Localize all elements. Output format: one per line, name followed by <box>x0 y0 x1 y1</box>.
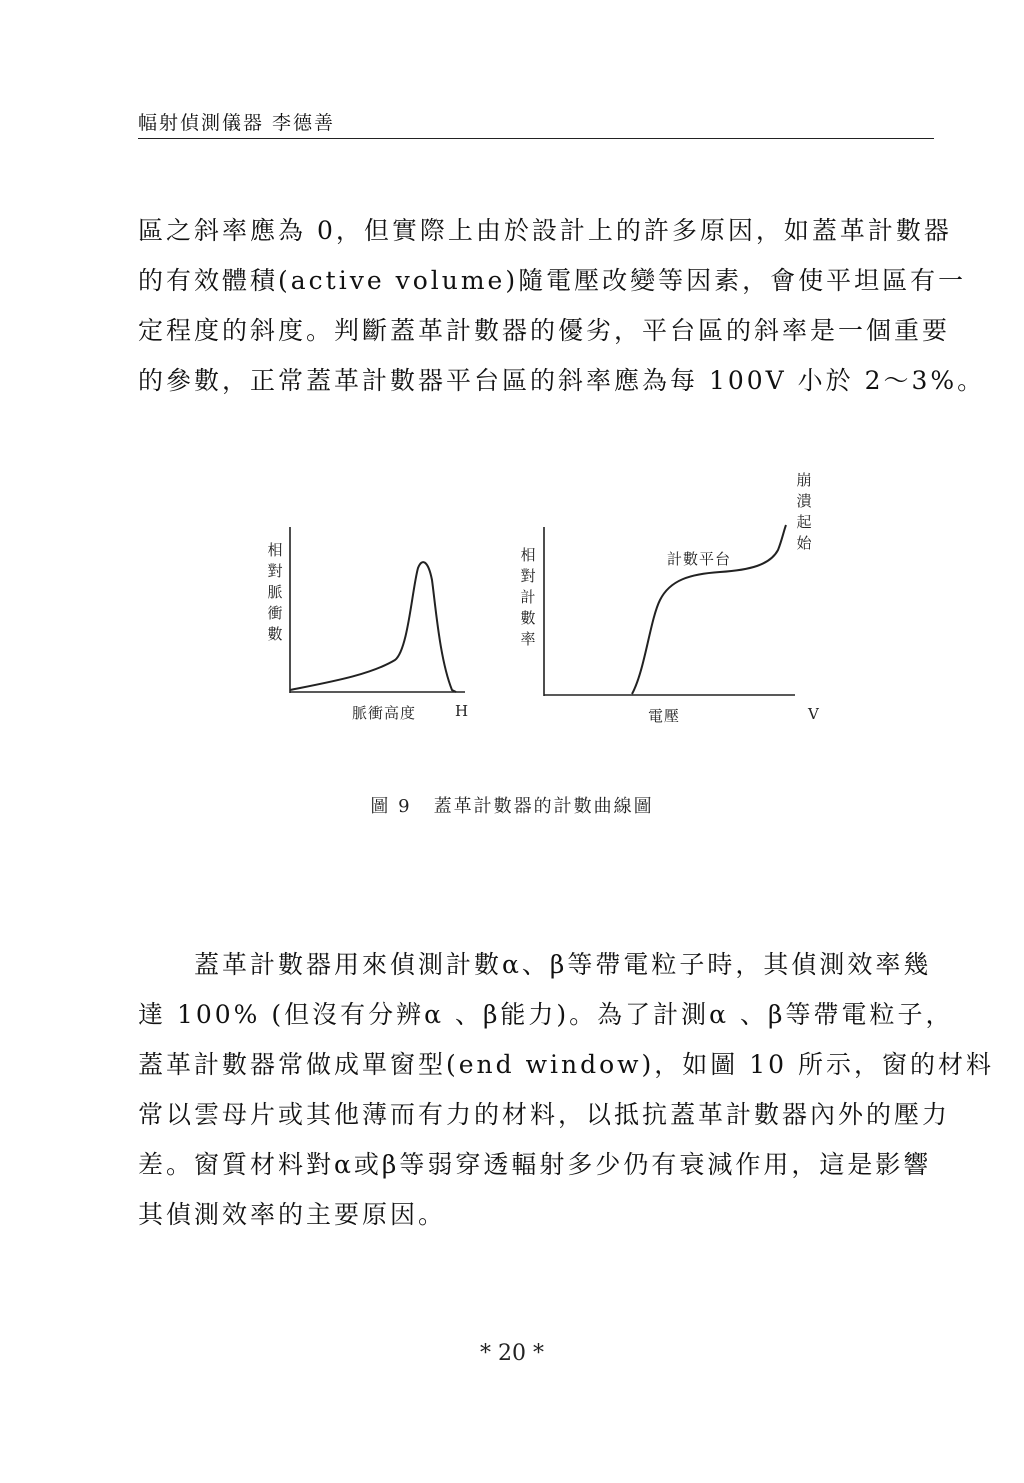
text-line: 達 100% (但沒有分辨α 、β能力)。為了計測α 、β等帶電粒子， <box>138 1000 954 1029</box>
text-line: 蓋革計數器常做成單窗型(end window)，如圖 10 所示，窗的材料 <box>138 1050 995 1079</box>
pulse-height-curve <box>290 562 456 692</box>
right-x-axis-end-label: V <box>808 705 820 723</box>
text-line: 差。窗質材料對α或β等弱穿透輻射多少仍有衰減作用，這是影響 <box>138 1150 932 1179</box>
left-y-axis-label: 相 對 脈 衝 數 <box>267 541 283 643</box>
plateau-annotation: 計數平台 <box>667 550 732 568</box>
figure-caption <box>0 792 1024 818</box>
breakdown-annotation: 崩 潰 起 始 <box>796 471 812 552</box>
text-line: 其偵測效率的主要原因。 <box>138 1200 447 1229</box>
caption-number: 圖 9 <box>370 796 412 817</box>
running-header: 幅射偵測儀器 李德善 <box>138 112 336 134</box>
right-x-axis-label: 電壓 <box>648 707 681 725</box>
paragraph-plateau-slope <box>138 206 986 406</box>
count-rate-curve <box>632 525 786 694</box>
paragraph-detection-efficiency <box>138 940 995 1240</box>
caption-text: 蓋革計數器的計數曲線圖 <box>433 796 654 817</box>
right-y-axis-label: 相 對 計 數 率 <box>520 546 536 648</box>
header-divider <box>138 138 934 139</box>
text-line: 區之斜率應為 0，但實際上由於設計上的許多原因，如蓋革計數器 <box>138 216 952 245</box>
text-line: 的有效體積(active volume)隨電壓改變等因素，會使平坦區有一 <box>138 266 967 295</box>
page-number: * 20 * <box>480 1341 544 1366</box>
text-line: 常以雲母片或其他薄而有力的材料，以抵抗蓋革計數器內外的壓力 <box>138 1100 951 1129</box>
text-line: 蓋革計數器用來偵測計數α、β等帶電粒子時，其偵測效率幾 <box>138 950 932 979</box>
left-x-axis-label: 脈衝高度 <box>352 704 417 722</box>
text-line: 定程度的斜度。判斷蓋革計數器的優劣，平台區的斜率是一個重要 <box>138 316 951 345</box>
left-x-axis-end-label: H <box>455 702 470 720</box>
text-line: 的參數，正常蓋革計數器平台區的斜率應為每 100V 小於 2～3%。 <box>138 366 986 395</box>
